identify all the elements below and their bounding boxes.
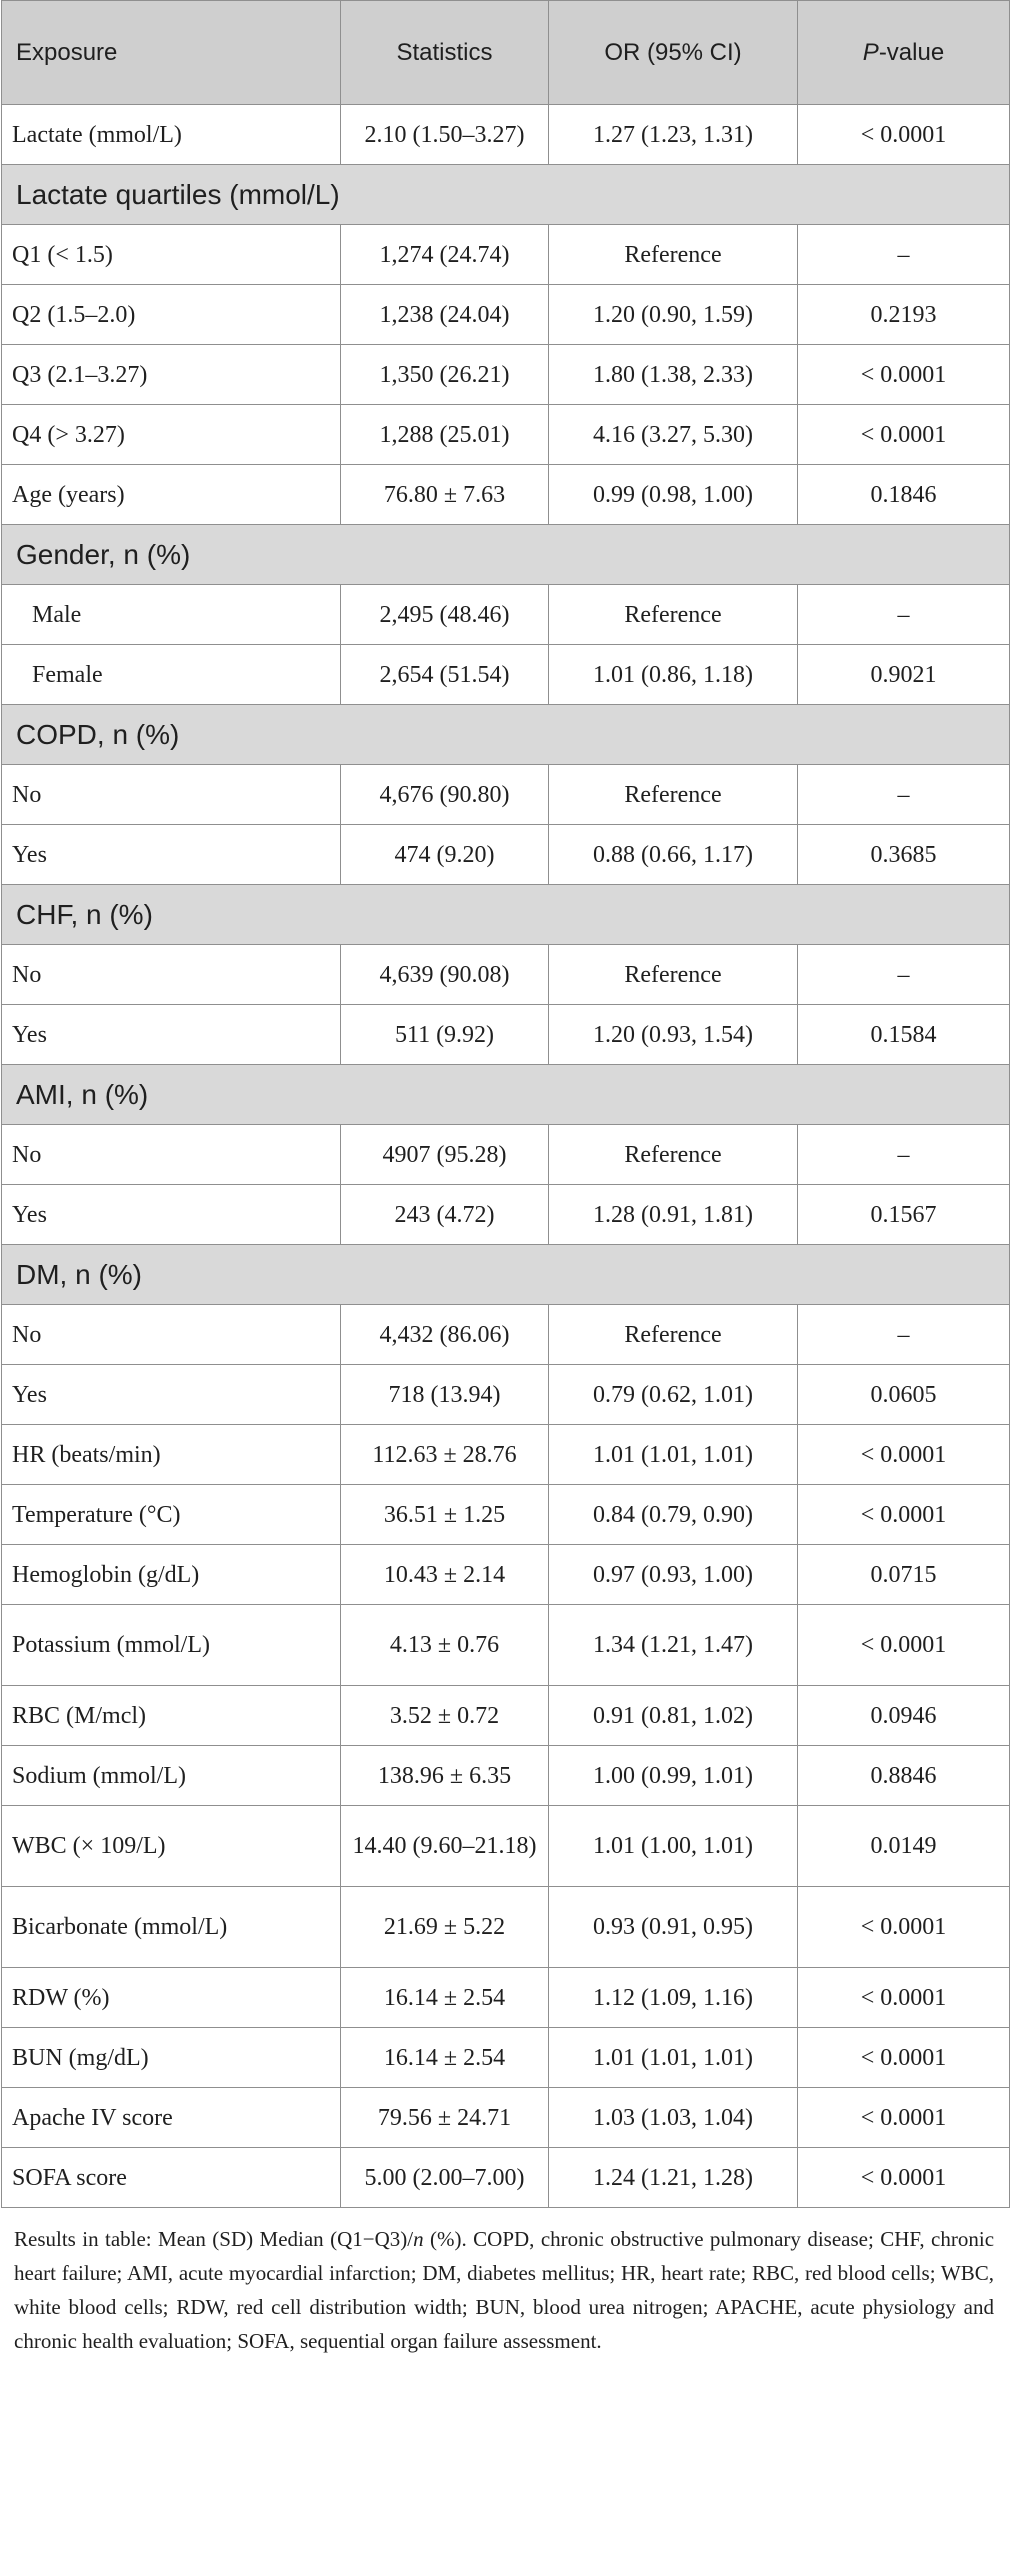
statistics-cell: 4907 (95.28) [341, 1125, 549, 1185]
statistics-cell: 4,432 (86.06) [341, 1305, 549, 1365]
statistics-cell: 718 (13.94) [341, 1365, 549, 1425]
or-cell: 0.84 (0.79, 0.90) [549, 1485, 798, 1545]
exposure-cell: Yes [2, 1185, 341, 1245]
exposure-cell: Hemoglobin (g/dL) [2, 1545, 341, 1605]
p-value-cell: 0.3685 [798, 825, 1010, 885]
group-label: Lactate quartiles (mmol/L) [2, 165, 1010, 225]
table-row [2, 1968, 1010, 2028]
exposure-cell: No [2, 1125, 341, 1185]
group-label: AMI, n (%) [2, 1065, 1010, 1125]
p-value-cell: < 0.0001 [798, 345, 1010, 405]
table-row [2, 1686, 1010, 1746]
table-row [2, 345, 1010, 405]
p-value-cell: < 0.0001 [798, 2088, 1010, 2148]
group-row [2, 1065, 1010, 1125]
statistics-cell: 1,288 (25.01) [341, 405, 549, 465]
group-row [2, 525, 1010, 585]
statistics-cell: 1,274 (24.74) [341, 225, 549, 285]
exposure-cell: Q4 (> 3.27) [2, 405, 341, 465]
table-row [2, 405, 1010, 465]
exposure-cell: BUN (mg/dL) [2, 2028, 341, 2088]
statistics-cell: 3.52 ± 0.72 [341, 1686, 549, 1746]
statistics-cell: 36.51 ± 1.25 [341, 1485, 549, 1545]
exposure-cell: Lactate (mmol/L) [2, 105, 341, 165]
statistics-cell: 21.69 ± 5.22 [341, 1887, 549, 1968]
or-cell: Reference [549, 225, 798, 285]
statistics-cell: 16.14 ± 2.54 [341, 1968, 549, 2028]
or-cell: 1.34 (1.21, 1.47) [549, 1605, 798, 1686]
header-statistics: Statistics [341, 1, 549, 105]
exposure-cell: No [2, 765, 341, 825]
or-cell: 1.20 (0.90, 1.59) [549, 285, 798, 345]
table-row [2, 945, 1010, 1005]
table-row [2, 105, 1010, 165]
p-value-cell: 0.0715 [798, 1545, 1010, 1605]
table-row [2, 1746, 1010, 1806]
p-value-cell: – [798, 225, 1010, 285]
table-row [2, 1185, 1010, 1245]
p-value-cell: – [798, 765, 1010, 825]
p-value-cell: < 0.0001 [798, 405, 1010, 465]
p-value-cell: < 0.0001 [798, 1425, 1010, 1485]
exposure-cell: Yes [2, 1365, 341, 1425]
exposure-cell: RDW (%) [2, 1968, 341, 2028]
or-cell: 1.27 (1.23, 1.31) [549, 105, 798, 165]
or-cell: 1.24 (1.21, 1.28) [549, 2148, 798, 2208]
exposure-cell: WBC (× 109/L) [2, 1806, 341, 1887]
exposure-cell: Apache IV score [2, 2088, 341, 2148]
statistics-cell: 112.63 ± 28.76 [341, 1425, 549, 1485]
group-label: COPD, n (%) [2, 705, 1010, 765]
table-row [2, 1806, 1010, 1887]
p-value-cell: < 0.0001 [798, 1968, 1010, 2028]
table-row [2, 2148, 1010, 2208]
table-row [2, 2088, 1010, 2148]
or-cell: 0.88 (0.66, 1.17) [549, 825, 798, 885]
group-label: Gender, n (%) [2, 525, 1010, 585]
table-row [2, 225, 1010, 285]
footnote-post: (%). COPD, chronic obstructive pulmonary disease; CHF, chronic heart failure; AMI, acute myocardial infarction; DM, diabetes mellitus; HR, heart rate; RBC, red blood cells; WBC, white blood cells; RDW, red cell distribution width; BUN, blood urea nitrogen; APACHE, acute physiology and chronic health evaluation; SOFA, sequential organ failure assessment. [14, 2227, 995, 2353]
table-row [2, 1005, 1010, 1065]
statistics-cell: 474 (9.20) [341, 825, 549, 885]
statistics-cell: 511 (9.92) [341, 1005, 549, 1065]
statistics-cell: 2.10 (1.50–3.27) [341, 105, 549, 165]
exposure-cell: Yes [2, 825, 341, 885]
statistics-cell: 16.14 ± 2.54 [341, 2028, 549, 2088]
p-value-cell: < 0.0001 [798, 2148, 1010, 2208]
table-row [2, 645, 1010, 705]
p-value-cell: 0.9021 [798, 645, 1010, 705]
p-value-cell: < 0.0001 [798, 2028, 1010, 2088]
exposure-cell: Female [2, 645, 341, 705]
p-value-cell: – [798, 1305, 1010, 1365]
or-cell: Reference [549, 1125, 798, 1185]
p-value-cell: < 0.0001 [798, 1485, 1010, 1545]
statistics-cell: 76.80 ± 7.63 [341, 465, 549, 525]
p-value-cell: 0.1567 [798, 1185, 1010, 1245]
exposure-cell: SOFA score [2, 2148, 341, 2208]
or-cell: 1.00 (0.99, 1.01) [549, 1746, 798, 1806]
or-cell: 1.01 (0.86, 1.18) [549, 645, 798, 705]
group-row [2, 1245, 1010, 1305]
group-row [2, 705, 1010, 765]
exposure-cell: RBC (M/mcl) [2, 1686, 341, 1746]
p-value-cell: – [798, 945, 1010, 1005]
table-row [2, 1125, 1010, 1185]
table-row [2, 1425, 1010, 1485]
statistics-cell: 79.56 ± 24.71 [341, 2088, 549, 2148]
exposure-cell: Temperature (°C) [2, 1485, 341, 1545]
statistics-cell: 4,639 (90.08) [341, 945, 549, 1005]
statistics-cell: 4.13 ± 0.76 [341, 1605, 549, 1686]
exposure-cell: Potassium (mmol/L) [2, 1605, 341, 1686]
p-value-cell: 0.1584 [798, 1005, 1010, 1065]
table-row [2, 765, 1010, 825]
p-value-cell: – [798, 1125, 1010, 1185]
table-row [2, 1887, 1010, 1968]
header-p-value [798, 1, 1010, 105]
or-cell: Reference [549, 945, 798, 1005]
or-cell: 0.91 (0.81, 1.02) [549, 1686, 798, 1746]
group-row [2, 885, 1010, 945]
or-cell: Reference [549, 765, 798, 825]
table-footnote [14, 2222, 994, 2358]
table-row [2, 465, 1010, 525]
header-p-letter: P [862, 38, 879, 66]
or-cell: 4.16 (3.27, 5.30) [549, 405, 798, 465]
exposure-cell: Age (years) [2, 465, 341, 525]
p-value-cell: < 0.0001 [798, 105, 1010, 165]
exposure-cell: Bicarbonate (mmol/L) [2, 1887, 341, 1968]
table-row [2, 1605, 1010, 1686]
header-p-suffix: -value [878, 38, 945, 66]
table-row [2, 1545, 1010, 1605]
or-cell: 1.01 (1.00, 1.01) [549, 1806, 798, 1887]
exposure-cell: Q1 (< 1.5) [2, 225, 341, 285]
or-cell: Reference [549, 1305, 798, 1365]
exposure-cell: No [2, 945, 341, 1005]
table-row [2, 825, 1010, 885]
statistics-cell: 243 (4.72) [341, 1185, 549, 1245]
table-row [2, 1485, 1010, 1545]
or-cell: Reference [549, 585, 798, 645]
header-or: OR (95% CI) [549, 1, 798, 105]
table-body [2, 105, 1010, 2208]
statistics-cell: 1,238 (24.04) [341, 285, 549, 345]
exposure-cell: Q3 (2.1–3.27) [2, 345, 341, 405]
or-cell: 1.28 (0.91, 1.81) [549, 1185, 798, 1245]
table-row [2, 1305, 1010, 1365]
p-value-cell: < 0.0001 [798, 1605, 1010, 1686]
exposure-cell: HR (beats/min) [2, 1425, 341, 1485]
results-table [1, 0, 1010, 2208]
p-value-cell: 0.8846 [798, 1746, 1010, 1806]
statistics-cell: 1,350 (26.21) [341, 345, 549, 405]
p-value-cell: 0.1846 [798, 465, 1010, 525]
statistics-cell: 2,495 (48.46) [341, 585, 549, 645]
or-cell: 1.01 (1.01, 1.01) [549, 1425, 798, 1485]
or-cell: 1.20 (0.93, 1.54) [549, 1005, 798, 1065]
footnote-italic: n [413, 2227, 424, 2251]
table-row [2, 2028, 1010, 2088]
statistics-cell: 138.96 ± 6.35 [341, 1746, 549, 1806]
statistics-cell: 10.43 ± 2.14 [341, 1545, 549, 1605]
or-cell: 1.12 (1.09, 1.16) [549, 1968, 798, 2028]
exposure-cell: Yes [2, 1005, 341, 1065]
table-header [2, 1, 1010, 105]
p-value-cell: 0.0946 [798, 1686, 1010, 1746]
statistics-cell: 5.00 (2.00–7.00) [341, 2148, 549, 2208]
p-value-cell: – [798, 585, 1010, 645]
group-row [2, 165, 1010, 225]
p-value-cell: 0.0605 [798, 1365, 1010, 1425]
group-label: DM, n (%) [2, 1245, 1010, 1305]
or-cell: 0.93 (0.91, 0.95) [549, 1887, 798, 1968]
or-cell: 0.97 (0.93, 1.00) [549, 1545, 798, 1605]
table-row [2, 285, 1010, 345]
p-value-cell: 0.0149 [798, 1806, 1010, 1887]
or-cell: 0.99 (0.98, 1.00) [549, 465, 798, 525]
table-row [2, 1365, 1010, 1425]
exposure-cell: No [2, 1305, 341, 1365]
group-label: CHF, n (%) [2, 885, 1010, 945]
header-exposure: Exposure [2, 1, 341, 105]
p-value-cell: 0.2193 [798, 285, 1010, 345]
exposure-cell: Q2 (1.5–2.0) [2, 285, 341, 345]
or-cell: 1.80 (1.38, 2.33) [549, 345, 798, 405]
statistics-cell: 14.40 (9.60–21.18) [341, 1806, 549, 1887]
exposure-cell: Sodium (mmol/L) [2, 1746, 341, 1806]
p-value-cell: < 0.0001 [798, 1887, 1010, 1968]
or-cell: 0.79 (0.62, 1.01) [549, 1365, 798, 1425]
exposure-cell: Male [2, 585, 341, 645]
statistics-cell: 4,676 (90.80) [341, 765, 549, 825]
footnote-pre: Results in table: Mean (SD) Median (Q1−Q3)/ [14, 2227, 414, 2251]
or-cell: 1.03 (1.03, 1.04) [549, 2088, 798, 2148]
table-row [2, 585, 1010, 645]
statistics-cell: 2,654 (51.54) [341, 645, 549, 705]
or-cell: 1.01 (1.01, 1.01) [549, 2028, 798, 2088]
